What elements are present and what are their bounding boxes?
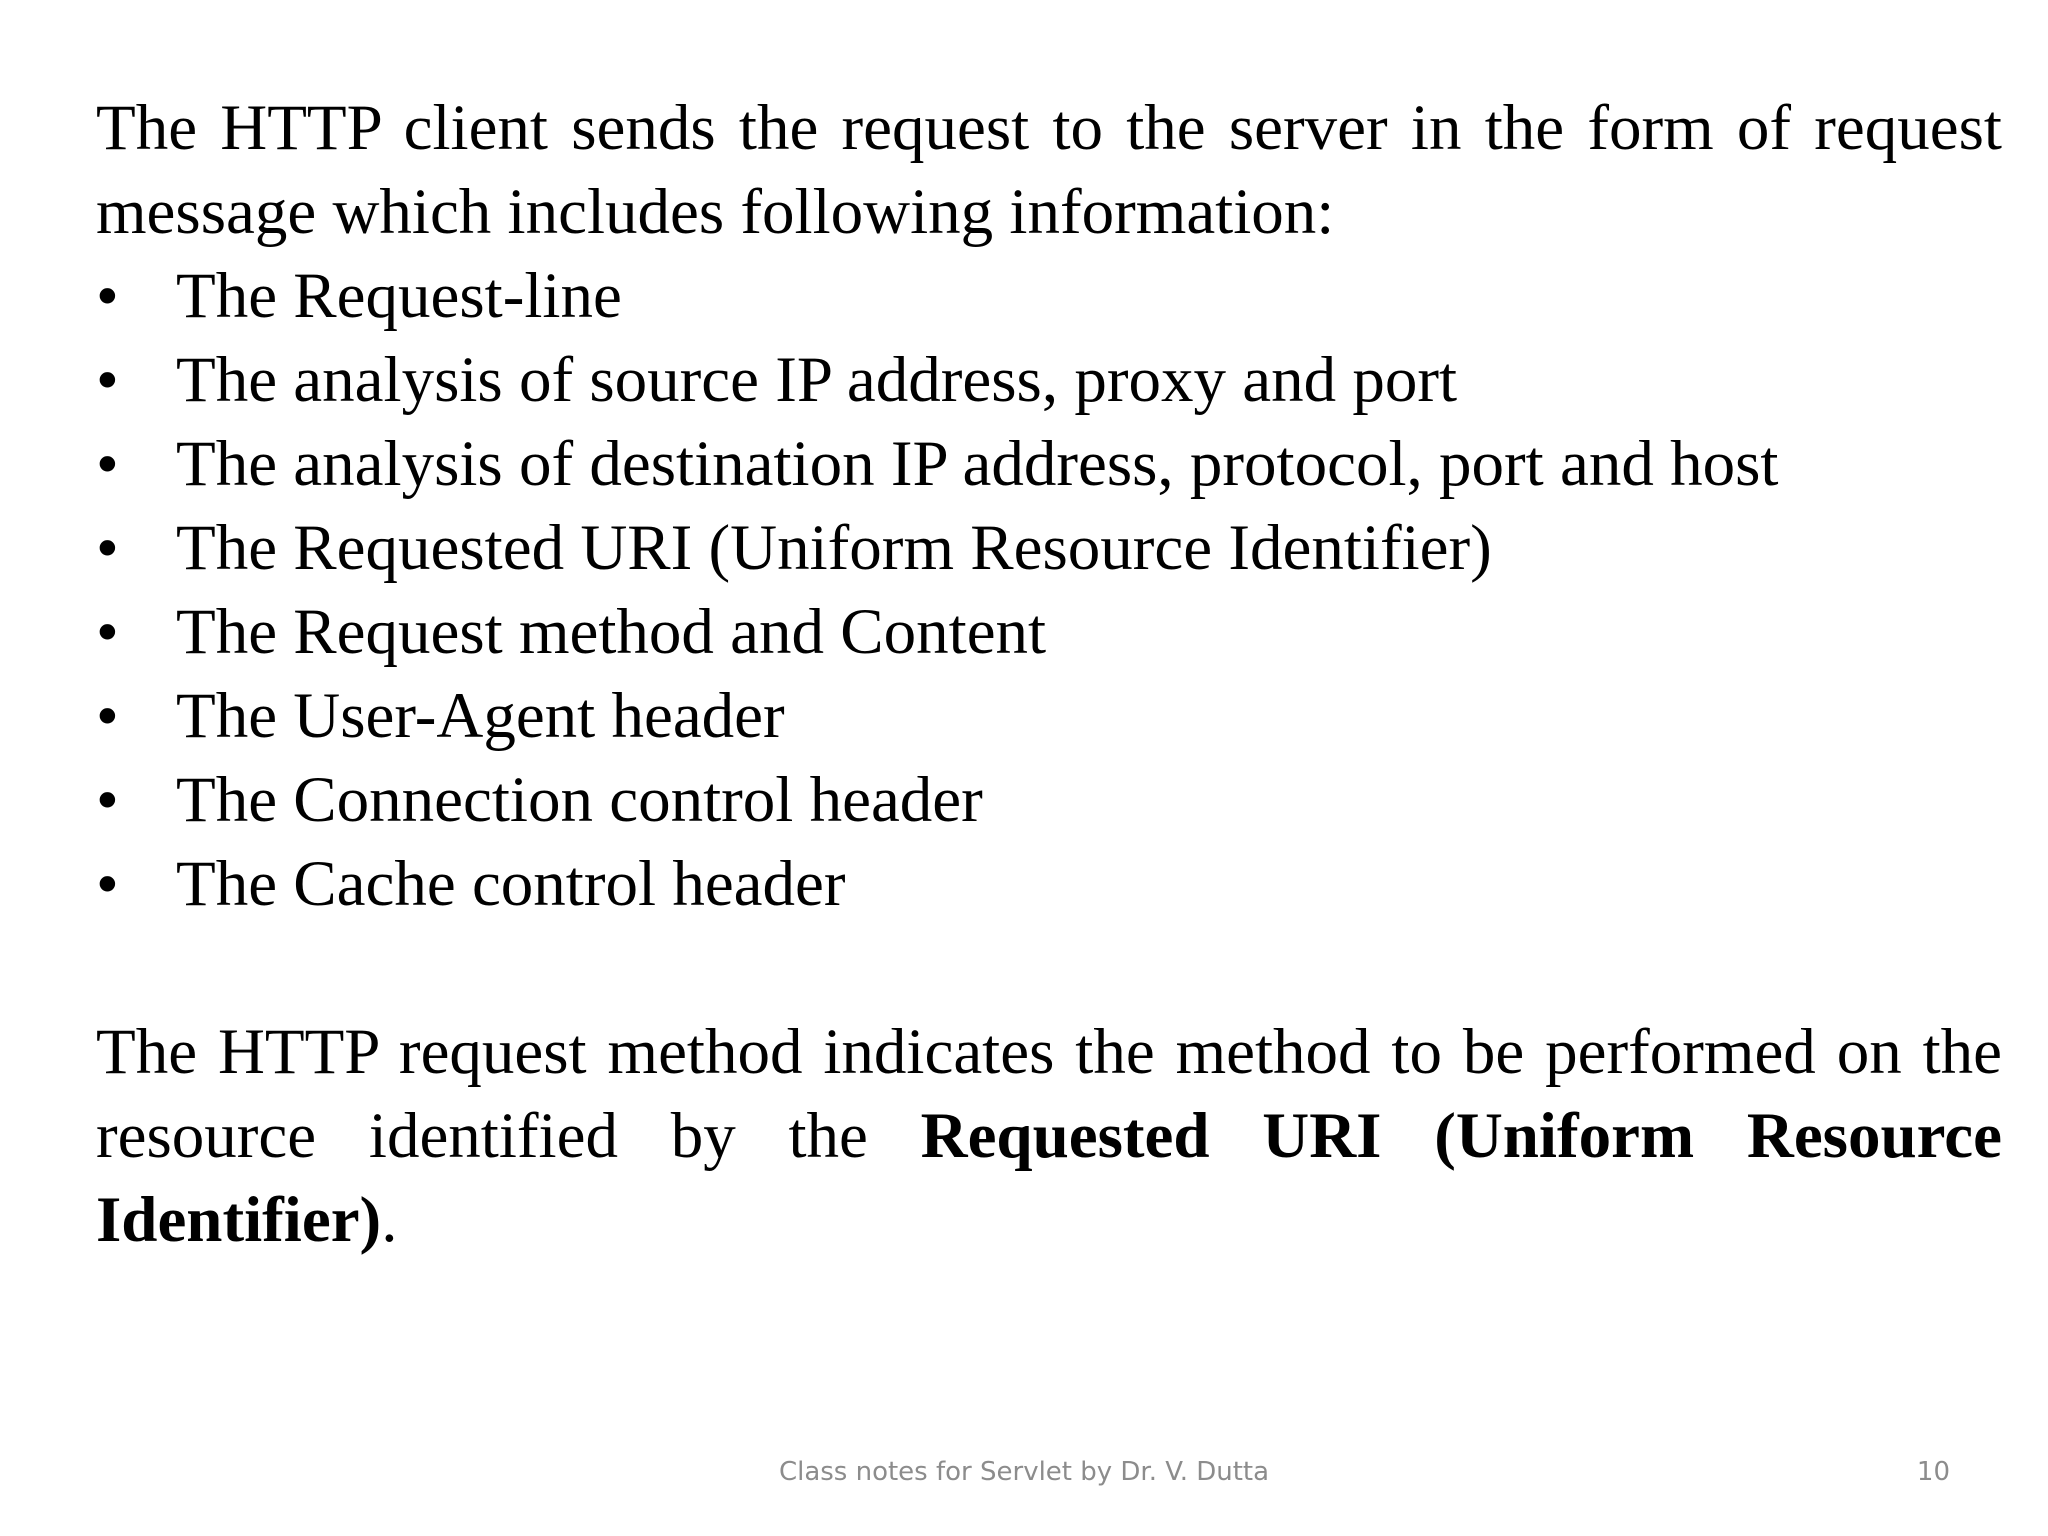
list-item-text: The Requested URI (Uniform Resource Identifier) [176,512,1492,584]
bullet-icon: • [96,764,119,836]
method-paragraph-text: The HTTP request method indicates the method to be performed on the resource identified by the [96,1016,2002,1172]
list-item-text: The Request-line [176,260,622,332]
list-item-text: The User-Agent header [176,680,785,752]
bullet-icon: • [96,428,119,500]
list-item [96,338,2002,422]
list-item [96,254,2002,338]
page-number: 10 [1916,1457,1950,1487]
list-item [96,590,2002,674]
list-item-text: The Connection control header [176,764,983,836]
list-item [96,422,2002,506]
list-item-text: The Request method and Content [176,596,1047,668]
method-paragraph [96,1010,2002,1262]
method-paragraph-bold-term: Requested URI (Uniform Resource Identifier) [96,1100,2002,1256]
bullet-icon: • [96,344,119,416]
paragraph-spacer [96,926,2002,1010]
list-item-text: The analysis of destination IP address, protocol, port and host [176,428,1779,500]
bullet-icon: • [96,848,119,920]
list-item [96,758,2002,842]
footer-text: Class notes for Servlet by Dr. V. Dutta [778,1457,1270,1487]
list-item [96,674,2002,758]
method-paragraph-period: . [381,1184,398,1256]
information-list [96,254,2002,926]
list-item-text: The analysis of source IP address, proxy and port [176,344,1458,416]
list-item [96,842,2002,926]
bullet-icon: • [96,512,119,584]
list-item-text: The Cache control header [176,848,846,920]
bullet-icon: • [96,260,119,332]
bullet-icon: • [96,680,119,752]
intro-paragraph: The HTTP client sends the request to the server in the form of request message which includes following information: [96,92,2002,248]
list-item [96,506,2002,590]
slide-body [96,86,2002,1262]
bullet-icon: • [96,596,119,668]
